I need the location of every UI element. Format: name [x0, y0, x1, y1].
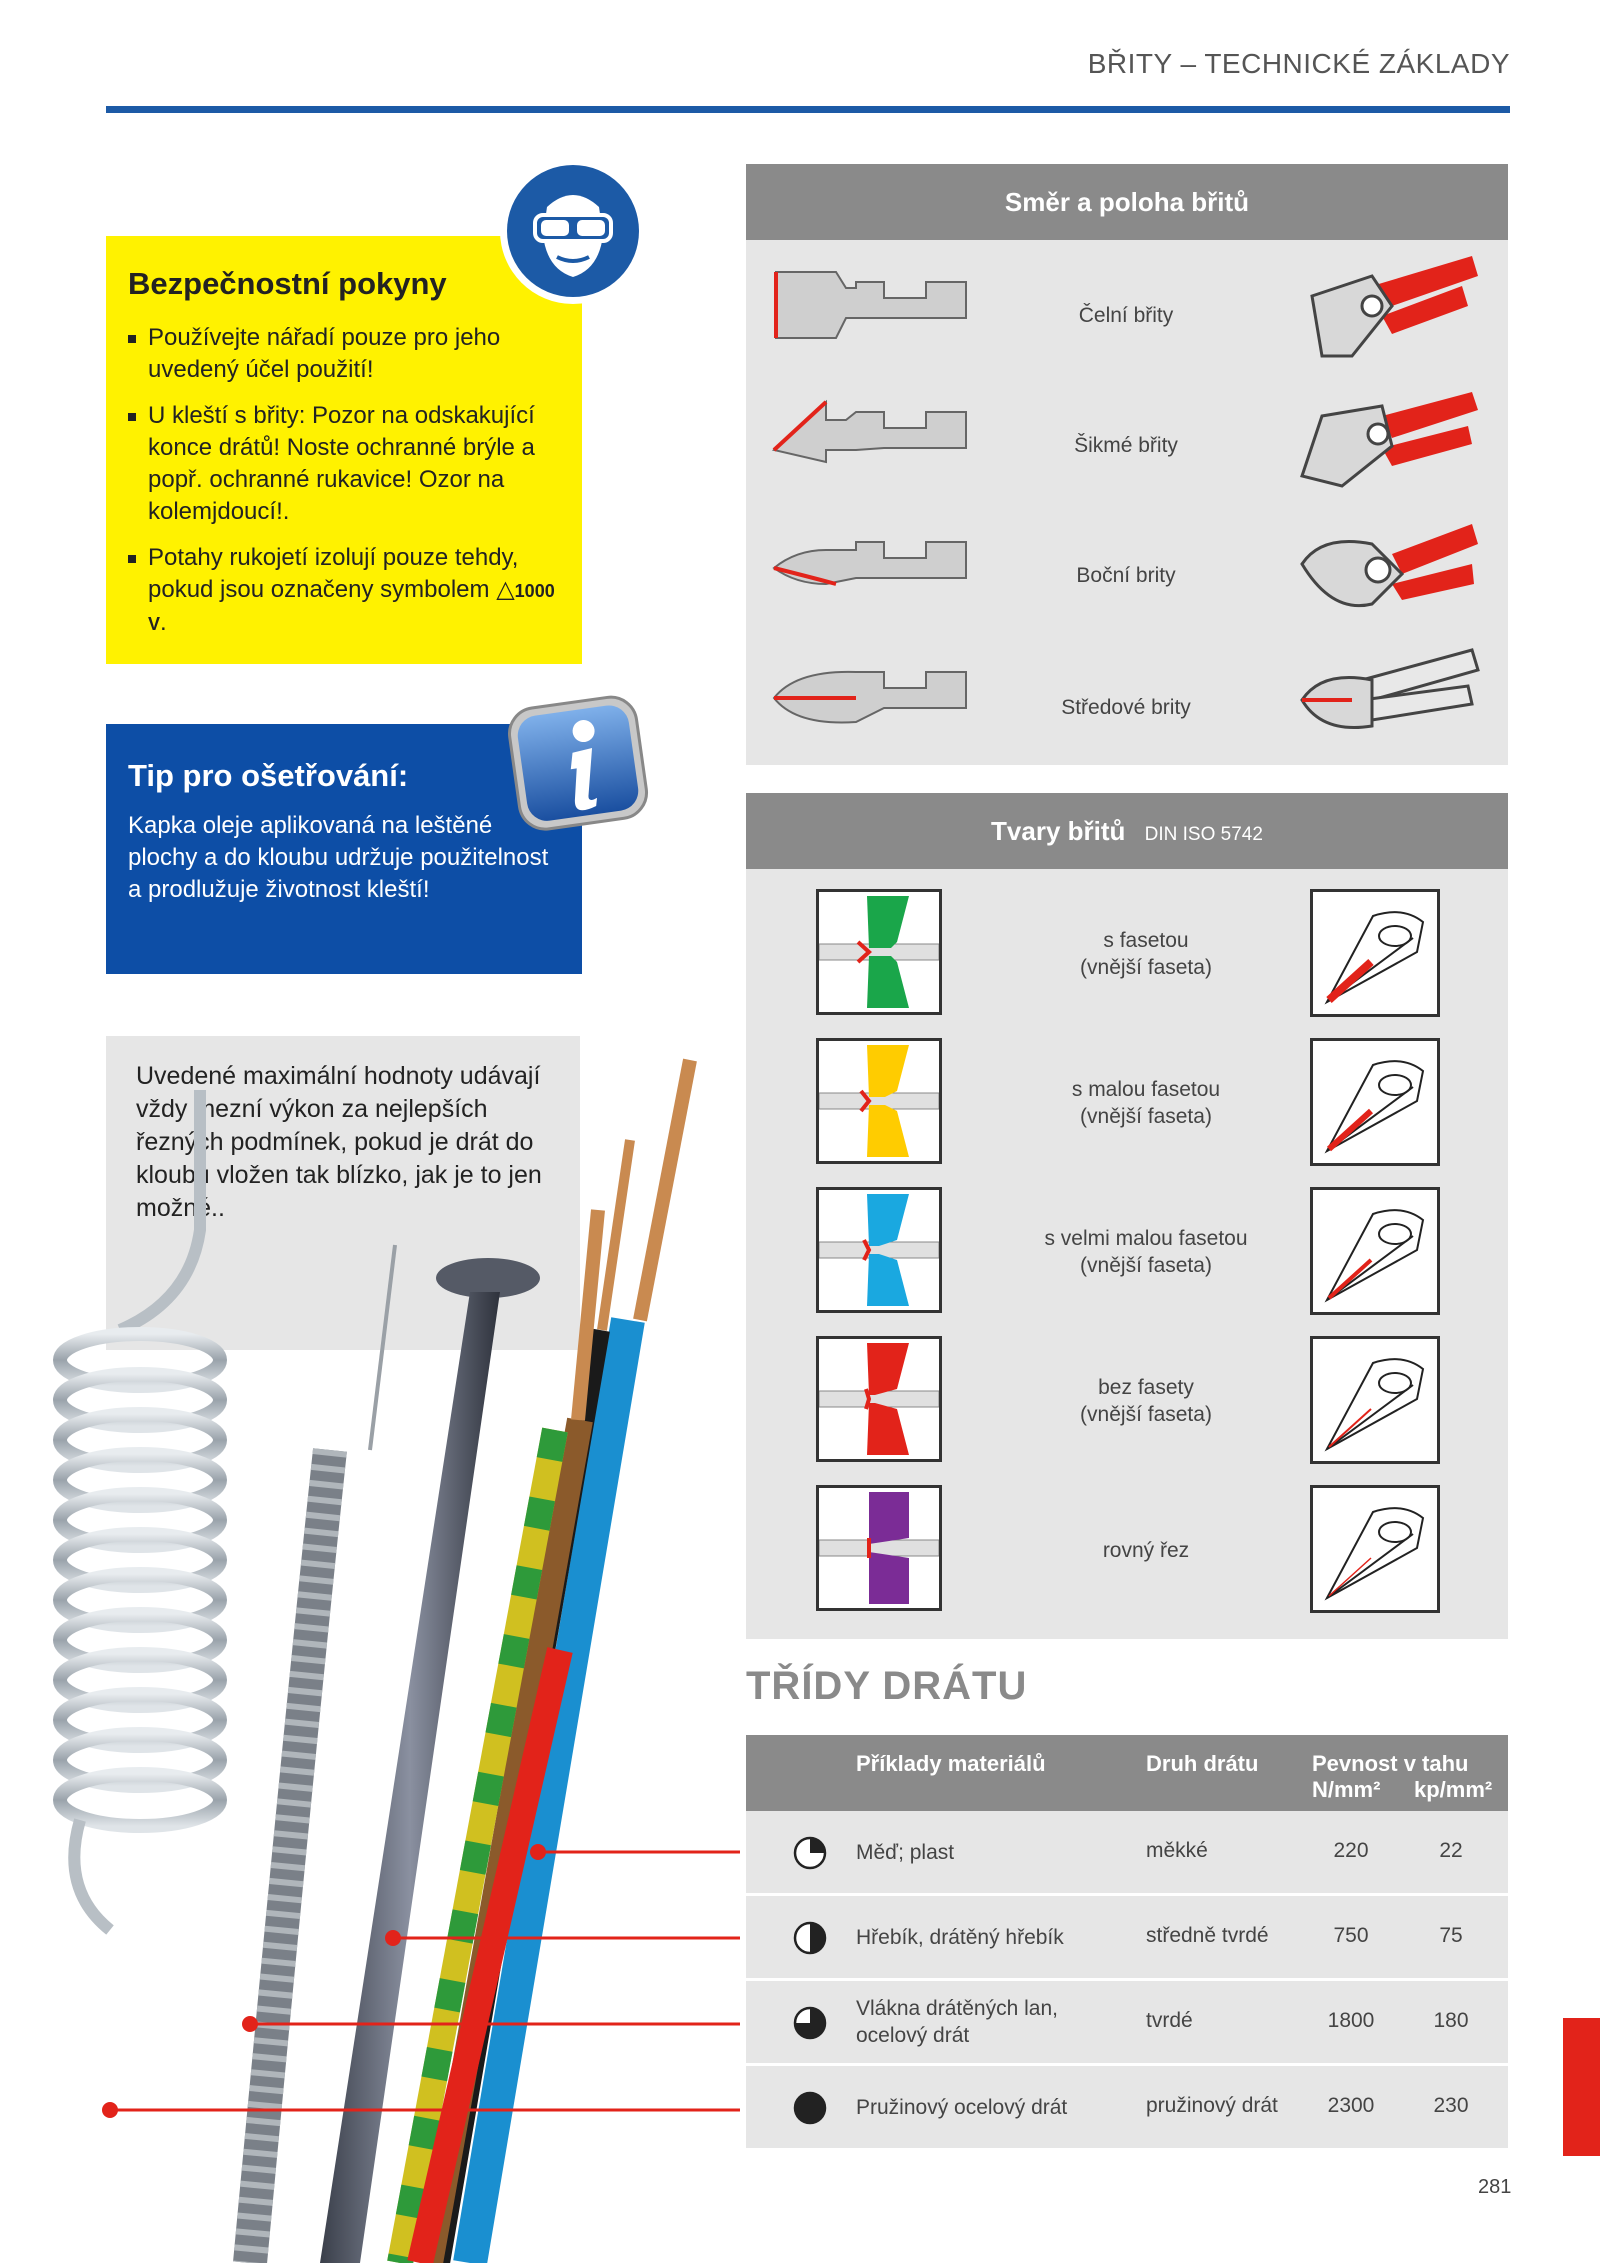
- blade-position-label: Boční brity: [1076, 564, 1176, 587]
- strength-n-cell: 750: [1333, 1924, 1369, 1947]
- blade-shape-note: (vnější faseta): [1080, 1105, 1212, 1128]
- header-unit-kp: kp/mm²: [1414, 1777, 1493, 1802]
- tip-title: Tip pro ošetřování:: [128, 758, 409, 793]
- chapter-tab: [1563, 2018, 1600, 2156]
- header-rule: [106, 106, 1510, 113]
- side-cutter-diagram: [766, 520, 986, 615]
- section-header-title: BŘITY – TECHNICKÉ ZÁKLADY: [1087, 48, 1510, 79]
- din-standard-label: DIN ISO 5742: [1144, 824, 1263, 845]
- note-text: Uvedené maximální hodnoty udávají vždy mezní výkon za nejlepších řezných podmínek, pokud je drát do kloubu vložen tak blízko, jak je to jen možné..: [136, 1062, 542, 1222]
- header-tensile-strength: Pevnost v tahu: [1312, 1751, 1469, 1776]
- blade-edge-icon: [1310, 1485, 1440, 1613]
- material-cell: [856, 1995, 1058, 2049]
- material-line: ocelový drát: [856, 2024, 970, 2047]
- blade-position-label: Středové brity: [1061, 696, 1191, 719]
- blade-shape-label: [996, 1076, 1296, 1130]
- hardness-pie-icon: [790, 2088, 830, 2133]
- wire-samples-illustration: [0, 1030, 740, 2263]
- header-unit-n: N/mm²: [1312, 1777, 1381, 1802]
- wire-type-cell: měkké: [1146, 1839, 1208, 1862]
- material-cell: [856, 1839, 954, 1866]
- blade-shape-name: s malou fasetou: [1071, 1078, 1221, 1101]
- blade-shapes-header: [746, 793, 1508, 869]
- blade-position-label: Čelní břity: [1078, 304, 1174, 327]
- blade-shape-name: bez fasety: [1098, 1376, 1194, 1399]
- center-cutter-diagram: [766, 650, 986, 745]
- table-row: [746, 2066, 1508, 2148]
- blade-position-panel: [746, 164, 1508, 765]
- material-line: Pružinový ocelový drát: [856, 2096, 1068, 2119]
- wire-type-cell: tvrdé: [1146, 2009, 1193, 2032]
- safety-item-3-text: Potahy rukojetí izolují pouze tehdy, pokud jsou označeny symbolem: [148, 544, 519, 603]
- blade-shape-name: s velmi malou fasetou: [1044, 1227, 1248, 1250]
- diagonal-cutter-diagram: [766, 390, 986, 485]
- blade-edge-icon: [1310, 889, 1440, 1017]
- insulation-symbol: △1000 V: [148, 576, 555, 634]
- material-cell: [856, 2094, 1067, 2121]
- blade-shape-note: (vnější faseta): [1080, 1403, 1212, 1426]
- blade-shape-diagram: [816, 1187, 942, 1313]
- blade-shape-label: [996, 927, 1296, 981]
- blade-shape-label: [996, 1225, 1296, 1279]
- strength-n-cell: 1800: [1327, 2009, 1375, 2032]
- table-row: [746, 1896, 1508, 1978]
- strength-kp-cell: 180: [1433, 2009, 1469, 2032]
- table-row: [746, 1981, 1508, 2063]
- safety-item-1: Používejte nářadí pouze pro jeho uvedený účel použití!: [126, 322, 566, 386]
- hardness-pie-icon: [790, 2003, 830, 2048]
- voltage-label: 1000 V: [148, 581, 555, 634]
- strength-kp-cell: 75: [1439, 1924, 1463, 1947]
- safety-title: Bezpečnostní pokyny: [128, 266, 447, 301]
- blade-shape-label: [996, 1537, 1296, 1564]
- safety-item-3: Potahy rukojetí izolují pouze tehdy, pokud jsou označeny symbolem △1000 V.: [126, 542, 566, 640]
- wire-type-cell: pružinový drát: [1146, 2094, 1278, 2117]
- wire-classes-title: TŘÍDY DRÁTU: [746, 1664, 1028, 1708]
- tip-text: Kapka oleje aplikovaná na leštěné plochy a do kloubu udržuje použitelnost a prodlužuje životnost kleští!: [128, 812, 549, 903]
- diagonal-cutter-pliers-icon: [1282, 376, 1482, 501]
- blade-edge-icon: [1310, 1038, 1440, 1166]
- wire-type-cell: středně tvrdé: [1146, 1924, 1269, 1947]
- side-cutter-pliers-icon: [1282, 504, 1482, 629]
- blade-shapes-panel: [746, 793, 1508, 1639]
- table-row: [746, 1811, 1508, 1893]
- safety-goggles-sign-icon: [500, 158, 646, 304]
- hardness-pie-icon: [790, 1833, 830, 1878]
- blade-edge-icon: [1310, 1187, 1440, 1315]
- safety-list: [126, 322, 566, 654]
- end-cutter-pliers-icon: [1282, 246, 1482, 371]
- strength-n-cell: 220: [1333, 1839, 1369, 1862]
- hardness-pie-icon: [790, 1918, 830, 1963]
- wire-table-header: [746, 1735, 1508, 1811]
- material-cell: [856, 1924, 1064, 1951]
- blade-edge-icon: [1310, 1336, 1440, 1464]
- blade-shape-diagram: [816, 1485, 942, 1611]
- blade-shapes-title: Tvary břitů: [991, 816, 1126, 846]
- header-wire-type: Druh drátu: [1146, 1751, 1259, 1776]
- blade-shape-label: [996, 1374, 1296, 1428]
- header-material: Příklady materiálů: [856, 1751, 1046, 1776]
- strength-kp-cell: 22: [1439, 1839, 1463, 1862]
- blade-shape-note: (vnější faseta): [1080, 956, 1212, 979]
- blade-shape-name: s fasetou: [1103, 929, 1189, 952]
- blade-position-title: Směr a poloha břitů: [746, 164, 1508, 240]
- material-line: Hřebík, drátěný hřebík: [856, 1926, 1064, 1949]
- blade-shape-diagram: [816, 1336, 942, 1462]
- blade-shape-name: rovný řez: [1102, 1539, 1190, 1562]
- blade-shape-diagram: [816, 889, 942, 1015]
- safety-item-2: U kleští s břity: Pozor na odskakující konce drátů! Noste ochranné brýle a popř. ochranné rukavice! Ozor na kolemjdoucí!.: [126, 400, 566, 528]
- blade-shape-note: (vnější faseta): [1080, 1254, 1212, 1277]
- center-cutter-pliers-icon: [1282, 630, 1482, 755]
- blade-shape-diagram: [816, 1038, 942, 1164]
- strength-kp-cell: 230: [1433, 2094, 1469, 2117]
- material-line: Měď; plast: [856, 1841, 955, 1864]
- strength-n-cell: 2300: [1327, 2094, 1375, 2117]
- end-cutter-diagram: [766, 260, 986, 355]
- info-icon: [500, 688, 658, 838]
- blade-position-label: Šikmé břity: [1074, 434, 1178, 457]
- safety-instructions-box: [106, 236, 582, 664]
- page-number: 281: [1478, 2176, 1512, 2198]
- material-line: Vlákna drátěných lan,: [856, 1997, 1058, 2020]
